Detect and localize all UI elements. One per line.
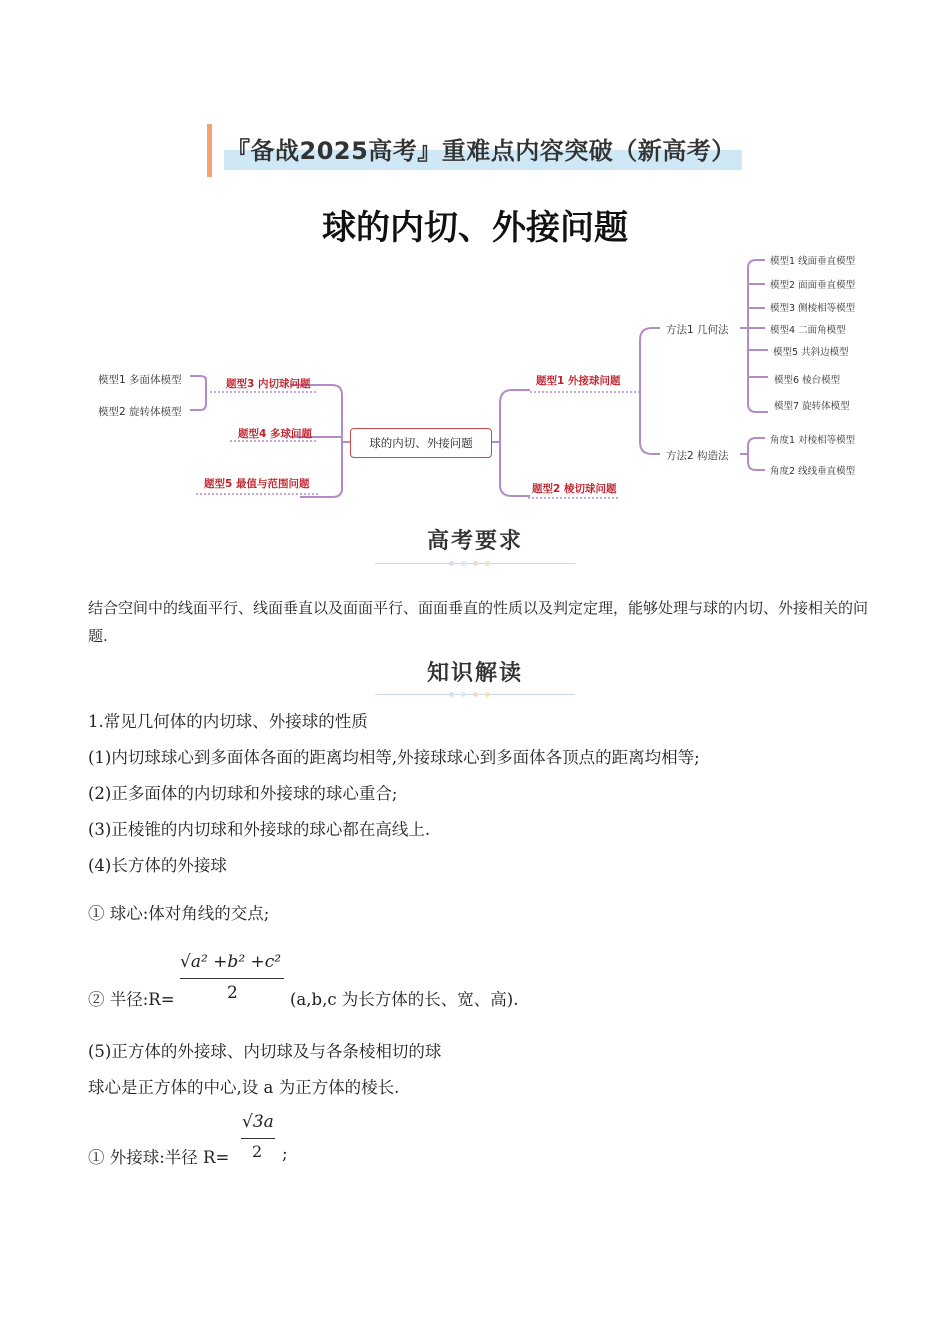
mindmap-method1-child-4: 模型4 二面角模型 — [770, 325, 846, 336]
mindmap-topic3: 题型3 内切球问题 — [226, 378, 311, 390]
radius-formula-denominator: 2 — [227, 983, 238, 1003]
mindmap-method1-child-2: 模型2 面面垂直模型 — [770, 280, 856, 291]
outer-formula-numerator: √3a — [242, 1112, 274, 1132]
decor-dot — [473, 561, 478, 566]
mindmap-topic5: 题型5 最值与范围问题 — [204, 478, 310, 490]
mindmap-method2: 方法2 构造法 — [666, 450, 729, 462]
mindmap-topic1: 题型1 外接球问题 — [536, 375, 621, 387]
knowledge-line-3: (2)正多面体的内切球和外接球的球心重合; — [88, 784, 398, 803]
mindmap-method2-child-2: 角度2 线线垂直模型 — [770, 466, 856, 477]
mindmap-topic3-child-2: 模型2 旋转体模型 — [98, 406, 182, 418]
section-heading-requirements: 高考要求 — [426, 529, 523, 554]
mindmap-center-node: 球的内切、外接问题 — [350, 428, 492, 458]
cube-description: 球心是正方体的中心,设 a 为正方体的棱长. — [88, 1078, 400, 1097]
mindmap-method1: 方法1 几何法 — [666, 324, 729, 336]
radius-fraction-bar — [180, 978, 284, 979]
cube-title: (5)正方体的外接球、内切球及与各条棱相切的球 — [88, 1042, 442, 1061]
mindmap-topic2: 题型2 棱切球问题 — [532, 483, 617, 495]
outer-formula-denominator: 2 — [252, 1142, 263, 1161]
knowledge-line-5: (4)长方体的外接球 — [88, 856, 227, 875]
mindmap-method2-child-1: 角度1 对棱相等模型 — [770, 435, 856, 446]
banner-title: 『备战2025高考』重难点内容突破（新高考） — [226, 137, 736, 165]
banner-accent-bar — [207, 124, 212, 177]
decor-dot — [461, 561, 466, 566]
section-heading-knowledge: 知识解读 — [426, 661, 523, 686]
mindmap-method1-child-1: 模型1 线面垂直模型 — [770, 256, 856, 267]
mindmap-method1-child-7: 模型7 旋转体模型 — [774, 401, 850, 412]
outer-fraction-bar — [241, 1138, 275, 1139]
knowledge-line-2: (1)内切球球心到多面体各面的距离均相等,外接球球心到多面体各顶点的距离均相等; — [88, 748, 700, 767]
mindmap-method1-child-3: 模型3 侧棱相等模型 — [770, 303, 856, 314]
mindmap-topic3-child-1: 模型1 多面体模型 — [98, 374, 182, 386]
sphere-center-item: ① 球心:体对角线的交点; — [88, 904, 270, 923]
radius-formula-numerator: √a² +b² +c² — [180, 952, 282, 972]
mindmap-method1-child-5: 模型5 共斜边模型 — [773, 347, 849, 358]
decor-dot — [485, 561, 490, 566]
decor-dot — [449, 561, 454, 566]
decor-dot — [449, 692, 454, 697]
knowledge-line-4: (3)正棱锥的内切球和外接球的球心都在高线上. — [88, 820, 431, 839]
page-title: 球的内切、外接问题 — [322, 208, 628, 248]
outer-sphere-label: ① 外接球:半径 R= — [88, 1148, 230, 1167]
requirements-text: 结合空间中的线面平行、线面垂直以及面面平行、面面垂直的性质以及判定定理，能够处理与球的内切、外接相关的问题. — [88, 599, 869, 645]
radius-label: ② 半径:R= — [88, 990, 175, 1009]
mindmap-topic4: 题型4 多球问题 — [238, 428, 312, 440]
radius-note: (a,b,c 为长方体的长、宽、高). — [290, 990, 519, 1009]
decor-dot — [473, 692, 478, 697]
mindmap-method1-child-6: 模型6 棱台模型 — [774, 375, 841, 386]
decor-dot — [485, 692, 490, 697]
outer-sphere-tail: ; — [282, 1144, 288, 1163]
decor-dot — [461, 692, 466, 697]
knowledge-line-1: 1.常见几何体的内切球、外接球的性质 — [88, 712, 368, 731]
